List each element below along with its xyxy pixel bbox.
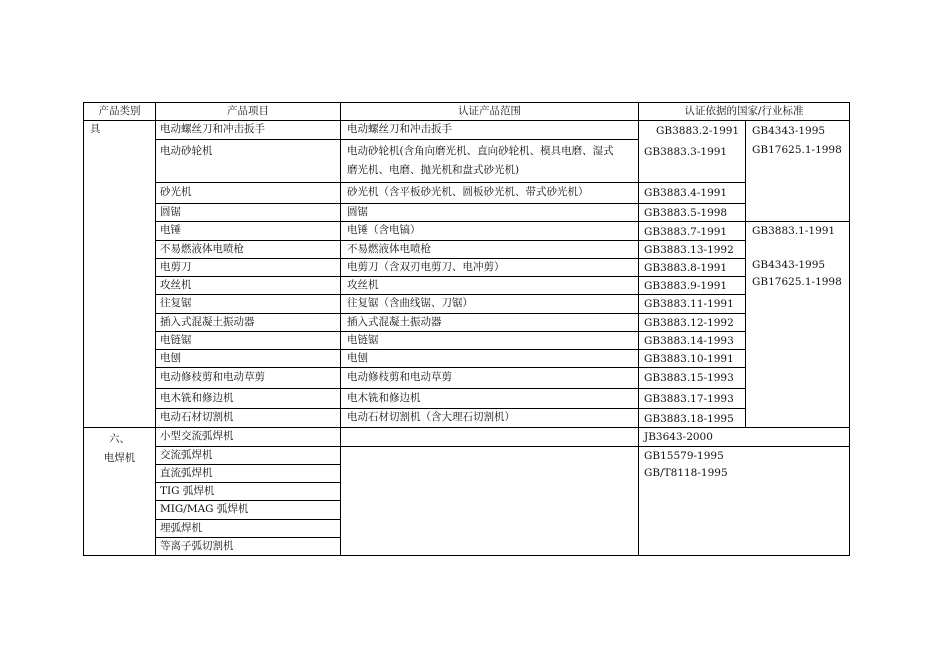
table-border-right <box>849 102 850 556</box>
row-line <box>155 482 340 483</box>
product-item: 电刨 <box>160 352 181 364</box>
product-item: 电动石材切割机 <box>160 411 234 423</box>
standard-code: GB3883.9-1991 <box>644 280 728 292</box>
standard-code: GB3883.17-1993 <box>644 393 734 405</box>
row-line <box>155 388 745 389</box>
common-standard: GB3883.1-1991 <box>752 225 836 237</box>
product-item: TIG 弧焊机 <box>160 485 215 497</box>
product-item: 插入式混凝土振动器 <box>160 316 255 328</box>
product-item: 电木铣和修边机 <box>160 392 234 404</box>
scope-text: 圆锯 <box>347 206 368 218</box>
col-line <box>155 102 156 556</box>
row-line <box>155 294 745 295</box>
product-item: MIG/MAG 弧焊机 <box>160 503 249 515</box>
product-item: 圆锯 <box>160 206 181 218</box>
product-item: 电动螺丝刀和冲击扳手 <box>160 123 265 135</box>
standard-code: GB3883.5-1998 <box>644 207 728 219</box>
scope-text: 往复锯（含曲线锯、刀锯） <box>347 297 473 309</box>
product-item: 电链锯 <box>160 334 192 346</box>
standard-code: GB3883.7-1991 <box>644 226 728 238</box>
product-item: 直流弧焊机 <box>160 467 213 479</box>
scope-text: 磨光机、电磨、抛光机和盘式砂光机) <box>347 164 520 176</box>
row-line <box>155 203 745 204</box>
product-item: 不易燃液体电喷枪 <box>160 243 244 255</box>
standard-code: GB3883.11-1991 <box>644 298 734 310</box>
section-separator <box>83 427 850 428</box>
row-line <box>155 537 340 538</box>
standard-code: GB3883.12-1992 <box>644 317 734 329</box>
row-line <box>155 313 745 314</box>
row-line <box>155 446 850 447</box>
standard-code: GB3883.18-1995 <box>644 413 734 425</box>
scope-text: 不易燃液体电喷枪 <box>347 243 431 255</box>
standard-code: GB15579-1995 <box>644 450 724 462</box>
scope-text: 电动螺丝刀和冲击扳手 <box>347 123 452 135</box>
header-standard: 认证依据的国家/行业标准 <box>684 105 804 117</box>
product-item: 电动修枝剪和电动草剪 <box>160 371 265 383</box>
product-item: 电动砂轮机 <box>160 145 213 157</box>
standard-code: GB3883.4-1991 <box>644 187 728 199</box>
scope-text: 插入式混凝土振动器 <box>347 316 442 328</box>
standard-code: GB3883.3-1991 <box>644 146 728 158</box>
row-line <box>155 276 745 277</box>
product-item: 埋弧焊机 <box>160 522 202 534</box>
common-standard: GB17625.1-1998 <box>752 144 842 156</box>
product-item: 等离子弧切割机 <box>160 540 234 552</box>
product-item: 电锤 <box>160 224 181 236</box>
standard-code: JB3643-2000 <box>644 431 713 443</box>
product-item: 攻丝机 <box>160 279 192 291</box>
scope-text: 电动修枝剪和电动草剪 <box>347 371 452 383</box>
table-border-bottom <box>83 555 850 556</box>
category-label: 具 <box>90 123 101 135</box>
scope-text: 电刨 <box>347 352 368 364</box>
table-border-left <box>83 102 84 556</box>
common-standard: GB17625.1-1998 <box>752 276 842 288</box>
row-line <box>155 408 745 409</box>
scope-text: 电锤（含电镐） <box>347 224 421 236</box>
standard-code: GB3883.14-1993 <box>644 335 734 347</box>
col-line <box>638 102 639 556</box>
standard-code: GB3883.10-1991 <box>644 353 734 365</box>
scope-text: 砂光机（含平板砂光机、圆板砂光机、带式砂光机） <box>347 186 589 198</box>
row-line <box>155 182 745 183</box>
row-line <box>155 139 638 140</box>
row-line <box>155 464 340 465</box>
scope-text: 电链锯 <box>347 334 379 346</box>
scope-text: 电剪刀（含双刃电剪刀、电冲剪） <box>347 261 505 273</box>
header-item: 产品项目 <box>227 105 269 117</box>
standard-code: GB3883.13-1992 <box>644 244 734 256</box>
category-label: 六、 <box>109 433 130 445</box>
category-label: 电焊机 <box>103 452 136 464</box>
header-category: 产品类别 <box>98 105 141 117</box>
product-item: 电剪刀 <box>160 261 192 273</box>
row-line <box>155 240 745 241</box>
product-item: 小型交流弧焊机 <box>160 430 234 442</box>
standard-code: GB3883.2-1991 <box>656 125 740 137</box>
standard-code: GB3883.15-1993 <box>644 372 734 384</box>
scope-text: 电动石材切割机（含大理石切割机） <box>347 411 515 423</box>
scope-text: 攻丝机 <box>347 279 379 291</box>
col-line <box>745 120 746 427</box>
standard-code: GB3883.8-1991 <box>644 262 728 274</box>
row-line <box>155 519 340 520</box>
product-item: 砂光机 <box>160 186 192 198</box>
common-standard: GB4343-1995 <box>752 259 826 271</box>
product-item: 往复锯 <box>160 297 192 309</box>
row-line <box>155 367 745 368</box>
table-border-top <box>83 102 850 103</box>
product-item: 交流弧焊机 <box>160 449 213 461</box>
common-standard: GB4343-1995 <box>752 125 826 137</box>
header-scope: 认证产品范围 <box>458 105 521 117</box>
row-line <box>155 349 745 350</box>
standard-code: GB/T8118-1995 <box>644 467 728 479</box>
row-line <box>155 331 745 332</box>
col-line <box>340 102 341 556</box>
scope-text: 电木铣和修边机 <box>347 392 421 404</box>
header-separator <box>83 120 850 121</box>
row-line <box>155 258 745 259</box>
row-line <box>155 500 340 501</box>
scope-text: 电动砂轮机(含角向磨光机、直向砂轮机、模具电磨、湿式 <box>347 145 614 157</box>
